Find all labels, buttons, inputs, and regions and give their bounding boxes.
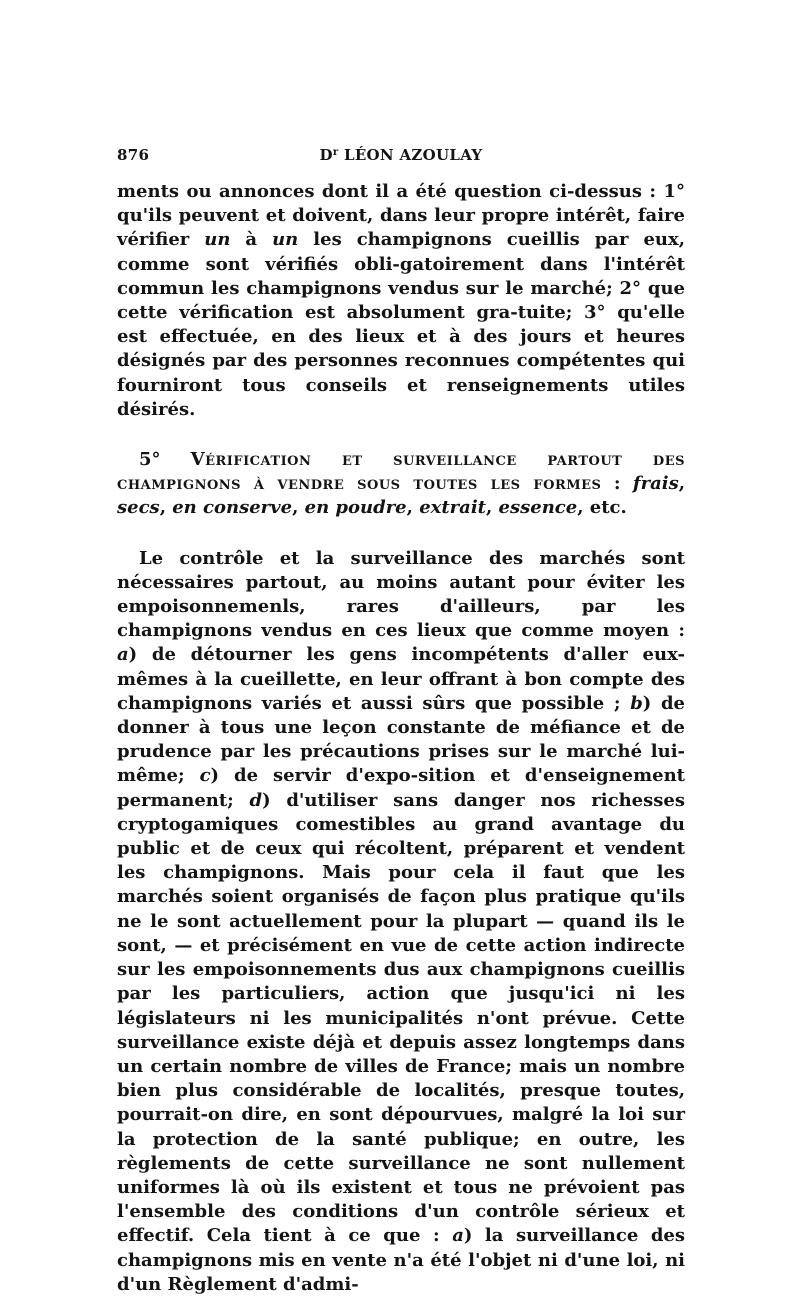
- text-run: :: [601, 473, 633, 495]
- section-title: Vérification et surveillance partout des champignons à vendre sous toutes les formes: [117, 449, 685, 495]
- list-letter: a: [117, 644, 129, 666]
- italic-term: un: [272, 229, 299, 251]
- form-term: en conserve: [172, 497, 293, 519]
- text-run: ) la surveillance des champignons mis en vente n'a été l'objet ni d'une loi, ni d'un Règlement d'admi-: [117, 1225, 686, 1295]
- author-name: LÉON AZOULAY: [343, 146, 483, 164]
- list-letter: d: [249, 789, 263, 811]
- text-run: Le contrôle et la surveillance des marchés sont nécessaires partout, au moins autant pour éviter les empoisonnemenls, rares d'ailleurs, par les champignons vendus en ces lieux que comme moyen :: [117, 547, 685, 642]
- running-title: [117, 146, 685, 164]
- text-run: ,: [159, 497, 173, 519]
- form-term: en poudre: [304, 497, 407, 519]
- text-run: , etc.: [577, 497, 627, 519]
- form-term: frais: [632, 473, 679, 495]
- text-run: les champignons cueillis par eux, comme sont vérifiés obli-gatoirement dans l'intérêt commun les champignons vendus sur le marché; 2° que cette vérification est absolument gra-tuite; 3° qu'elle est effectuée, en des lieux et à des jours et heures désignés par des personnes reconnues compétentes qui fourniront tous conseils et renseignements utiles désirés.: [117, 229, 685, 420]
- author-prefix: D: [319, 146, 333, 164]
- list-letter: a: [452, 1225, 464, 1247]
- text-run: ) de détourner les gens incompétents d'aller eux-mêmes à la cueillette, en leur offrant à bon compte des champignons variés et aussi sûrs que possible ;: [117, 644, 685, 714]
- text-run: ,: [292, 497, 305, 519]
- form-term: essence: [498, 497, 578, 519]
- text-run: ) d'utiliser sans danger nos richesses cryptogamiques comestibles au grand avantage du public et de ceux qui récoltent, préparent et vendent les champignons. Mais pour cela il faut que les marchés soient organisés de façon plus pratique qu'ils ne le sont actuellement pour la plupart — quand ils le sont, — et précisément en vue de cette action indirecte sur les empoisonnements dus aux champignons cueillis par les particuliers, action que jusqu'ici ni les législateurs ni les municipalités n'ont prévue. Cette surveillance existe déjà et depuis assez longtemps dans un certain nombre de villes de France; mais un nombre bien plus considérable de localités, presque toutes, pourrait-on dire, en sont dépourvues, malgré la loi sur la protection de la santé publique; en outre, les règlements de cette surveillance ne sont nullement uniformes là où ils existent et tous ne prévoient pas l'ensemble des conditions d'un contrôle sérieux et effectif. Cela tient à ce que :: [117, 789, 685, 1247]
- text-run: ,: [678, 473, 685, 495]
- list-letter: c: [199, 765, 211, 787]
- text-run: ) de donner à tous une leçon constante de méfiance et de prudence par les précautions prises sur le marché lui-même;: [117, 692, 685, 787]
- text-run: ,: [485, 497, 499, 519]
- form-term: extrait: [419, 497, 486, 519]
- text-run: à: [230, 229, 273, 251]
- author-prefix-superscript: r: [332, 147, 339, 158]
- list-letter: b: [630, 692, 643, 714]
- text-run: ments ou annonces dont il a été question ci-dessus : 1° qu'ils peuvent et doivent, dans leur propre intérêt, faire vérifier: [117, 181, 685, 251]
- paragraph-continuation: [117, 180, 685, 422]
- text-run: ) de servir d'expo-sition et d'enseignement permanent;: [117, 765, 685, 811]
- running-head: [117, 142, 685, 170]
- book-page: [117, 142, 685, 1297]
- body-paragraph: [117, 547, 685, 1297]
- italic-term: un: [204, 229, 231, 251]
- form-term: secs: [117, 497, 160, 519]
- section-heading: [117, 448, 685, 521]
- text-run: ,: [406, 497, 420, 519]
- page-number: 876: [117, 146, 150, 164]
- section-number: 5°: [139, 449, 191, 471]
